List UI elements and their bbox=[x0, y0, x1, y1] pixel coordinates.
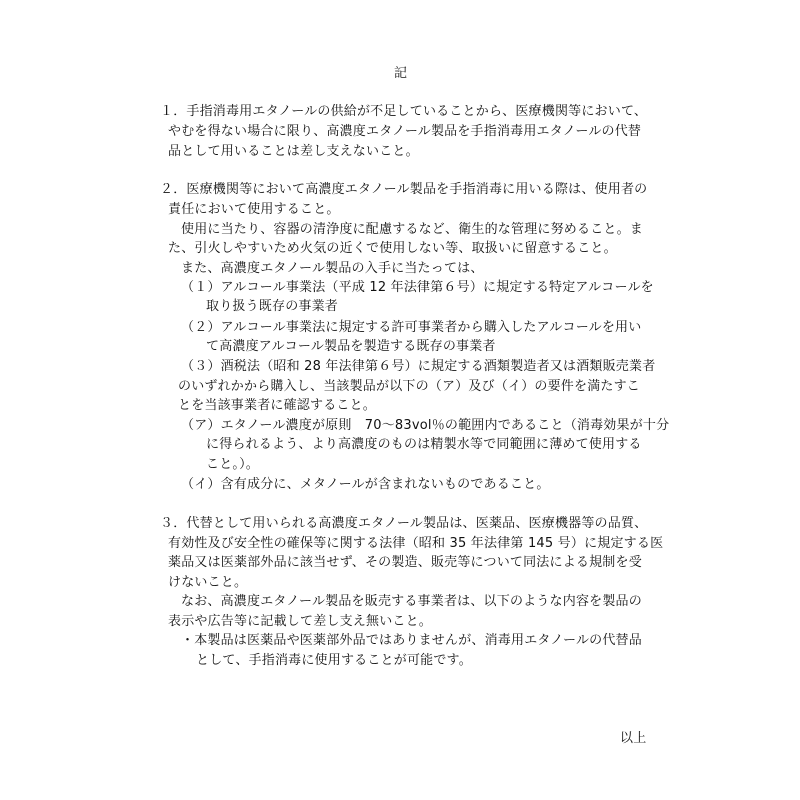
section-3-line: ３．代替として用いられる高濃度エタノール製品は、医薬品、医療機器等の品質、 bbox=[160, 516, 648, 531]
bullet-item: ・本製品は医薬品や医薬部外品ではありませんが、消毒用エタノールの代替品 bbox=[181, 633, 642, 648]
requirement-a-cont: に得られるよう、より高濃度のものは精製水等で同範囲に薄めて使用する bbox=[206, 437, 642, 452]
requirement-b: （イ）含有成分に、メタノールが含まれないものであること。 bbox=[181, 477, 550, 492]
section-1-line: １．手指消毒用エタノールの供給が不足していることから、医療機関等において、 bbox=[160, 104, 648, 119]
requirement-a-cont: こと。）。 bbox=[206, 457, 260, 472]
section-2-line: ２．医療機関等において高濃度エタノール製品を手指消毒に用いる際は、使用者の bbox=[160, 182, 648, 197]
section-3-line: けないこと。 bbox=[168, 575, 248, 590]
section-3-line: 表示や広告等に記載して差し支え無いこと。 bbox=[168, 614, 433, 629]
bullet-item-cont: として、手指消毒に使用することが可能です。 bbox=[196, 653, 472, 668]
list-item-1-cont: 取り扱う既存の事業者 bbox=[206, 299, 339, 314]
list-item-2: （２）アルコール事業法に規定する許可事業者から購入したアルコールを用い bbox=[181, 320, 642, 335]
section-2-line: た、引火しやすいため火気の近くで使用しない等、取扱いに留意すること。 bbox=[168, 241, 617, 256]
closing-text: 以上 bbox=[620, 731, 647, 746]
requirement-a: （ア）エタノール濃度が原則 70～83vol％の範囲内であること（消毒効果が十分 bbox=[181, 418, 670, 433]
list-item-3-cont: のいずれかから購入し、当該製品が以下の（ア）及び（イ）の要件を満たすこ bbox=[178, 379, 641, 394]
section-2-line: 責任において使用すること。 bbox=[168, 202, 340, 217]
section-2-line: また、高濃度エタノール製品の入手に当たっては、 bbox=[181, 261, 484, 276]
section-3-line: なお、高濃度エタノール製品を販売する事業者は、以下のような内容を製品の bbox=[181, 594, 642, 609]
section-3-line: 薬品又は医薬部外品に該当せず、その製造、販売等について同法による規制を受 bbox=[168, 555, 642, 570]
section-2-line: 使用に当たり、容器の清浄度に配慮するなど、衛生的な管理に努めること。ま bbox=[181, 222, 644, 237]
list-item-2-cont: て高濃度アルコール製品を製造する既存の事業者 bbox=[206, 339, 496, 354]
document-heading: 記 bbox=[394, 66, 408, 81]
list-item-1: （１）アルコール事業法（平成 12 年法律第６号）に規定する特定アルコールを bbox=[181, 280, 654, 295]
section-1-line: 品として用いることは差し支えないこと。 bbox=[168, 144, 419, 159]
section-1-line: やむを得ない場合に限り、高濃度エタノール製品を手指消毒用エタノールの代替 bbox=[168, 124, 642, 139]
list-item-3: （３）酒税法（昭和 28 年法律第６号）に規定する酒類製造者又は酒類販売業者 bbox=[181, 359, 656, 374]
list-item-3-cont: とを当該事業者に確認すること。 bbox=[178, 398, 377, 413]
section-3-line: 有効性及び安全性の確保等に関する法律（昭和 35 年法律第 145 号）に規定する医 bbox=[168, 536, 664, 551]
